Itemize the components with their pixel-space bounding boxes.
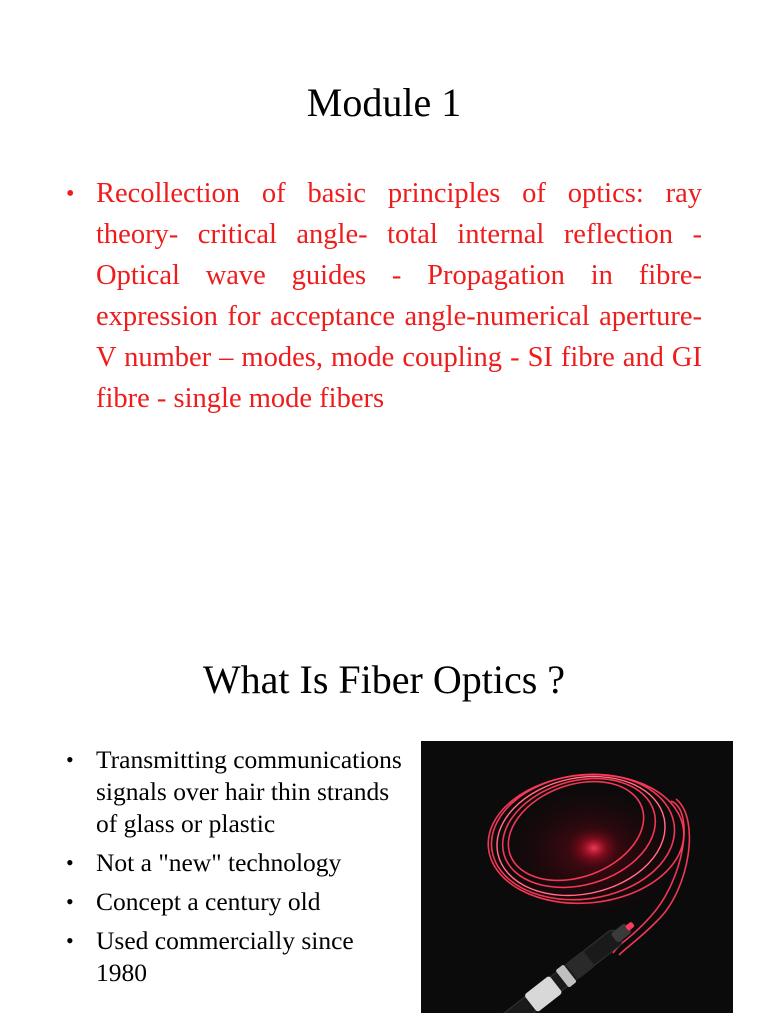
bullet-text: Used commercially since 1980	[96, 926, 354, 987]
bullet-item	[66, 744, 406, 840]
bullet-text: Concept a century old	[96, 887, 321, 916]
bullet-dot-icon: •	[66, 181, 75, 207]
bullet-dot-icon: •	[66, 850, 74, 875]
bullet-item	[66, 925, 406, 989]
bullet-list	[66, 744, 406, 996]
bullet-text: Recollection of basic principles of optics: ray theory- critical angle- total internal reflection - Optical wave guides - Propagation in fibre- expression for acceptance angle-numerical aperture- V number – modes, mode coupling - SI fibre and GI fibre - single mode fibers	[96, 178, 702, 414]
bullet-item	[66, 847, 406, 879]
bullet-dot-icon: •	[66, 889, 74, 914]
slide-title: What Is Fiber Optics ?	[202, 657, 566, 702]
bullet-dot-icon: •	[66, 747, 74, 772]
slide-what-is-fiber-optics	[0, 560, 768, 1024]
bullet-list	[66, 173, 702, 419]
slide-title: Module 1	[306, 80, 462, 125]
fiber-optic-cable-photo	[421, 741, 733, 1013]
bullet-item	[66, 886, 406, 918]
fiber-optic-cable-icon	[421, 741, 733, 1013]
bullet-text: Transmitting communications signals over hair thin strands of glass or plastic	[96, 745, 402, 838]
bullet-dot-icon: •	[66, 928, 74, 953]
bullet-item	[66, 173, 702, 419]
bullet-text: Not a "new" technology	[96, 848, 342, 877]
